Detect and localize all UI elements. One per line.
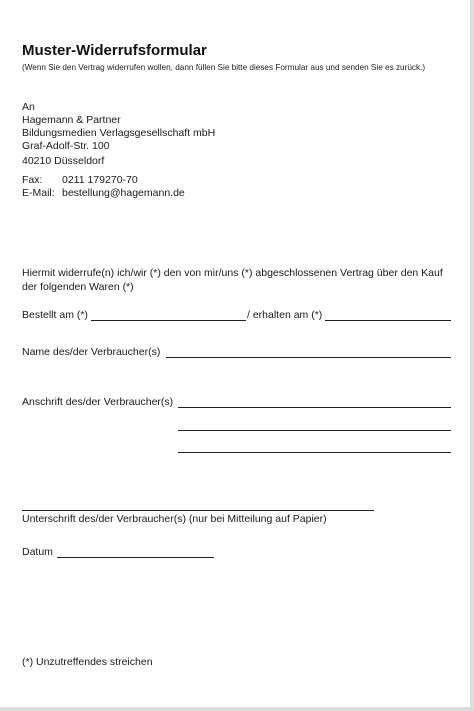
ordered-on-field[interactable] [91,320,246,321]
recipient-street: Graf-Adolf-Str. 100 [22,140,110,152]
received-on-label: / erhalten am (*) [247,309,323,321]
consumer-name-field[interactable] [166,357,451,358]
consumer-address-label: Anschrift des/der Verbraucher(s) [22,396,174,408]
received-on-field[interactable] [325,320,451,321]
date-field[interactable] [57,557,214,558]
email-address: bestellung@hagemann.de [62,187,185,199]
form-subtitle: (Wenn Sie den Vertrag widerrufen wollen, dann füllen Sie bitte dieses Formular aus und senden Sie es zurück.) [22,63,426,72]
fax-number: 0211 179270-70 [62,174,138,186]
form-title: Muster-Widerrufsformular [22,42,207,59]
date-label: Datum [22,546,53,558]
declaration-line-2: der folgenden Waren (*) [22,281,134,293]
signature-label: Unterschrift des/der Verbraucher(s) (nur bei Mitteilung auf Papier) [22,513,327,525]
recipient-company-full: Bildungsmedien Verlagsgesellschaft mbH [22,127,216,139]
consumer-name-label: Name des/der Verbraucher(s) [22,346,161,358]
footnote: (*) Unzutreffendes streichen [22,656,153,668]
recipient-company: Hagemann & Partner [22,114,121,126]
consumer-address-field-1[interactable] [178,407,451,408]
consumer-address-field-3[interactable] [178,452,451,453]
email-label: E-Mail: [22,187,55,199]
ordered-on-label: Bestellt am (*) [22,309,88,321]
declaration-line-1: Hiermit widerrufe(n) ich/wir (*) den von mir/uns (*) abgeschlossenen Vertrag über den Kauf [22,267,443,279]
fax-label: Fax: [22,174,43,186]
recipient-city: 40210 Düsseldorf [22,155,105,167]
recipient-to-label: An [22,101,35,113]
consumer-address-field-2[interactable] [178,430,451,431]
signature-field[interactable] [22,510,374,511]
